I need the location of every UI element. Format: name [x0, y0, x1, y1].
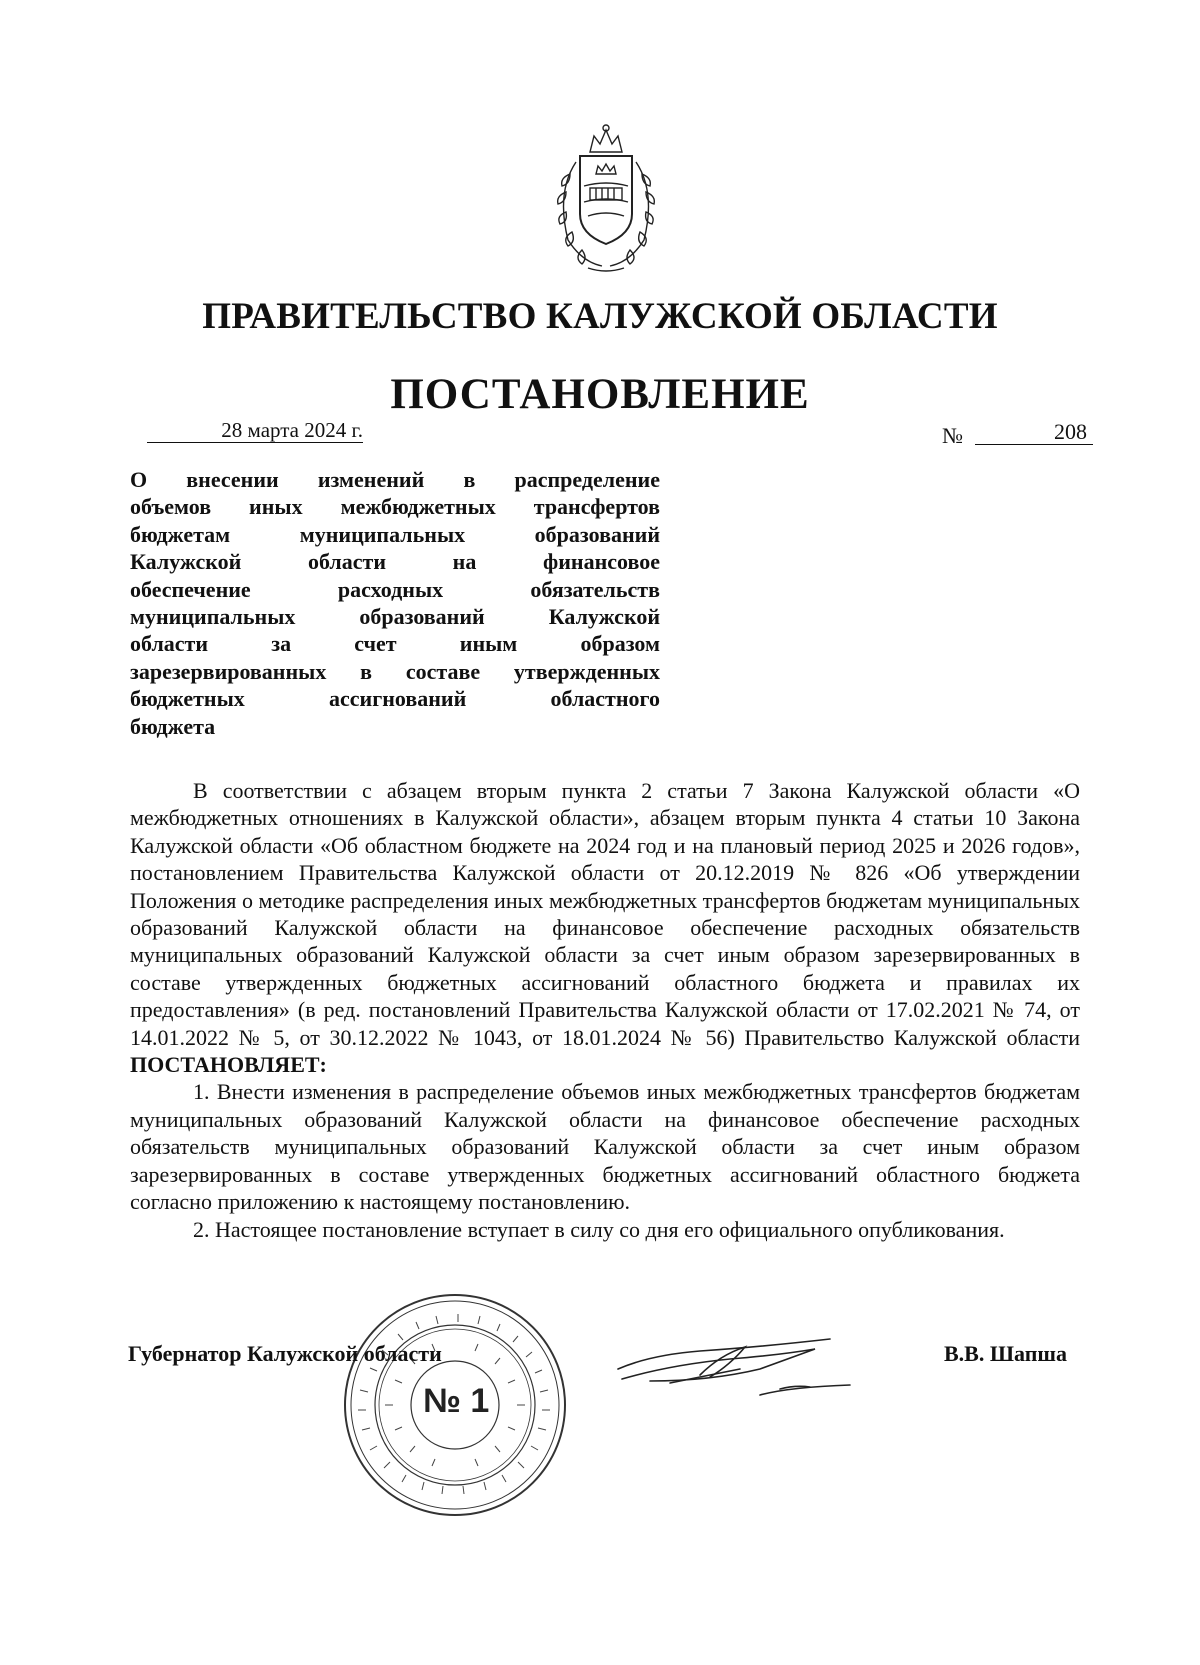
document-date: 28 марта 2024 г.	[147, 418, 363, 443]
subject-line: бюджетам муниципальных образований	[130, 521, 660, 547]
subject-line: бюджета	[130, 713, 216, 739]
preamble-text: В соответствии с абзацем вторым пункта 2 статьи 7 Закона Калужской области «О межбюджетных отношениях в Калужской области», абзацем вторым пункта 4 статьи 10 Закона Калужской области «Об областном бюджете на 2024 год и на плановый период 2025 и 2026 годов», постановлением Правительства Калужской области от 20.12.2019 № 826 «Об утверждении Положения о методике распределения иных межбюджетных трансфертов бюджетам муниципальных образований Калужской области на финансовое обеспечение расходных обязательств муниципальных образований Калужской области за счет иным образом зарезервированных в составе утвержденных бюджетных ассигнований областного бюджета и правилах их предоставления» (в ред. постановлений Правительства Калужской области от 17.02.2021 № 74, от 14.01.2022 № 5, от 30.12.2022 № 1043, от 18.01.2024 № 56) Правительство Калужской области	[130, 778, 1080, 1050]
preamble-paragraph	[130, 777, 1080, 1078]
subject-line: О внесении изменений в распределение	[130, 467, 660, 492]
item-1-paragraph: 1. Внести изменения в распределение объемов иных межбюджетных трансфертов бюджетам муниципальных образований Калужской области на финансовое обеспечение расходных обязательств муниципальных образований Калужской области за счет иным образом зарезервированных в составе утвержденных бюджетных ассигнований областного бюджета согласно приложению к настоящему постановлению.	[130, 1079, 1080, 1215]
item-2-paragraph: 2. Настоящее постановление вступает в силу со дня его официального опубликования.	[193, 1216, 1005, 1242]
coat-of-arms-emblem	[538, 122, 674, 274]
document-type-title: ПОСТАНОВЛЕНИЕ	[390, 371, 810, 418]
signatory-title: Губернатор Калужской области	[128, 1341, 442, 1366]
government-title: ПРАВИТЕЛЬСТВО КАЛУЖСКОЙ ОБЛАСТИ	[202, 296, 998, 337]
handwritten-signature	[610, 1325, 870, 1405]
signatory-name: В.В. Шапша	[944, 1341, 1067, 1366]
subject-line: области за счет иным образом	[130, 631, 660, 657]
subject-line: бюджетных ассигнований областного	[130, 686, 660, 712]
subject-line: объемов иных межбюджетных трансфертов	[130, 494, 660, 520]
subject-line: Калужской области на финансовое	[130, 549, 660, 575]
subject-line: зарезервированных в составе утвержденных	[130, 658, 660, 684]
stamp-number: № 1	[423, 1382, 490, 1420]
number-sign: №	[942, 423, 963, 448]
document-number: 208	[975, 420, 1093, 445]
resolves-keyword: ПОСТАНОВЛЯЕТ:	[130, 1052, 327, 1078]
subject-line: муниципальных образований Калужской	[130, 604, 660, 630]
document-subject	[130, 466, 660, 740]
document-body	[130, 777, 1080, 1243]
subject-line: обеспечение расходных обязательств	[130, 576, 660, 602]
